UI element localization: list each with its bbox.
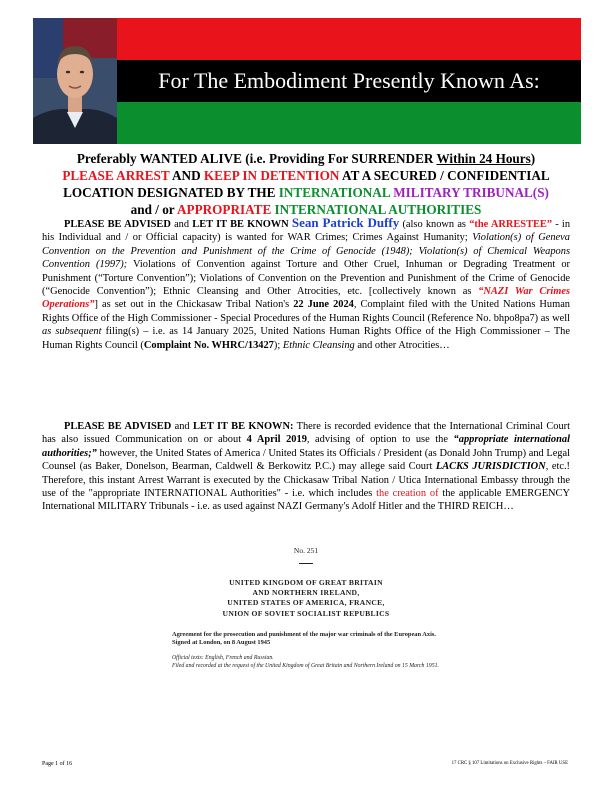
keep-in-detention: KEEP IN DETENTION bbox=[203, 168, 340, 183]
text: - in his Individual and / or Official capacity) is wanted for WAR Crimes; Crimes Against Humanity; bbox=[42, 219, 571, 244]
wanted-statement bbox=[40, 150, 572, 218]
text: however, the United States of America / United States its Officials / President (as Donald John Trump) and Legal Counsel (as Baker, Donelson, Bearman, Caldwell & Berkowitz P.C.) may allege said Court bbox=[42, 447, 570, 473]
icc-date: 4 April 2019 bbox=[246, 434, 307, 446]
appropriate-authorities: “appropriate international authorities;” bbox=[42, 434, 570, 459]
let-it-be-known: LET IT BE KNOWN bbox=[192, 219, 289, 230]
let-it-be-known: LET IT BE KNOWN: bbox=[193, 421, 294, 432]
text: There is recorded evidence that the International Criminal Court has also issued Communication on or about bbox=[42, 421, 570, 446]
text: and other Atrocities… bbox=[354, 339, 450, 351]
appropriate-text: APPROPRIATE bbox=[176, 202, 272, 217]
wanted-line-3 bbox=[40, 184, 572, 201]
designated-text: LOCATION DESIGNATED BY THE bbox=[63, 185, 279, 200]
surrender-deadline: Within 24 Hours bbox=[436, 151, 531, 166]
treaty-party-3: UNITED STATES OF AMERICA, FRANCE, bbox=[227, 598, 385, 608]
subject-name: SEAN PATRICK DUFFY bbox=[212, 108, 486, 137]
filed-note: Filed and recorded at the request of the United Kingdom of Great Britain and Northern Ireland on 15 March 1951. bbox=[172, 662, 439, 669]
warrant-subtitle: For The Embodiment Presently Known As: bbox=[158, 68, 540, 93]
divider bbox=[299, 563, 313, 564]
wanted-line-2 bbox=[40, 167, 572, 184]
wanted-line-1 bbox=[40, 150, 572, 167]
text: and bbox=[170, 219, 193, 230]
footer-citation: 17 CRC § 107 Limitations on Exclusive Rights – FAIR USE bbox=[451, 761, 568, 766]
text: ); bbox=[273, 339, 283, 351]
page-number: Page 1 of 16 bbox=[42, 761, 73, 767]
military-tribunals: MILITARY TRIBUNAL(S) bbox=[393, 185, 549, 200]
and-text: AND bbox=[169, 168, 204, 183]
text: and bbox=[171, 421, 193, 432]
ethnic-cleansing: Ethnic Cleansing bbox=[282, 339, 355, 351]
text: (also known as bbox=[399, 219, 470, 230]
international-text: INTERNATIONAL bbox=[278, 185, 390, 200]
text: , Complaint filed with the United Nations Human Rights Office of the High Commissioner - Special Procedures of the Human Rights Council (Reference No. bhpo8pa7) as well bbox=[42, 299, 570, 324]
paragraph-icc bbox=[42, 420, 570, 514]
text: , etc.! Therefore, this instant Arrest Warrant is executed by the Chickasaw Tribal Nation / Utica International Embassy through the use of the "appropriate INTERNATIONAL Authorities" - i.e. which includes bbox=[42, 461, 571, 500]
name-band bbox=[117, 102, 581, 144]
as-subsequent: as subsequent bbox=[42, 326, 102, 338]
text: , advising of option to use the bbox=[306, 434, 454, 446]
complaint-date: 22 June 2024 bbox=[293, 299, 354, 311]
wanted-text: Preferably WANTED ALIVE (i.e. Providing For SURRENDER bbox=[76, 151, 437, 166]
subtitle-band bbox=[117, 60, 581, 102]
please-arrest: PLEASE ARREST bbox=[62, 168, 170, 183]
nazi-war-crimes: “NAZI War Crimes Operations” bbox=[42, 286, 570, 311]
complaint-number: Complaint No. WHRC/13427 bbox=[143, 339, 274, 351]
agreement-title: Agreement for the prosecution and punishment of the major war criminals of the European Axis. Signed at London, on 8 August 1945 bbox=[172, 630, 436, 647]
text: Violations of Convention against Torture and Other Cruel, Inhuman or Degrading Treatment or Punishment (“Torture Convention”); Violations of Convention on the Prevention and Punishment of the Crime of Genocide (“Genocide Convention”); Ethnic Cleansing and Other Atrocities, etc. [collectively known as bbox=[42, 259, 570, 298]
treaty-excerpt bbox=[172, 546, 440, 670]
text: the applicable EMERGENCY International MILITARY Tribunals - i.e. as used against NAZI Germany's Adolf Hitler and the THIRD REICH… bbox=[42, 488, 570, 513]
treaty-party-4: UNION OF SOVIET SOCIALIST REPUBLICS bbox=[222, 608, 390, 618]
text: ] as set out in the Chickasaw Tribal Nation's bbox=[94, 299, 294, 311]
location-text: AT A SECURED / CONFIDENTIAL bbox=[339, 168, 550, 183]
treaty-number: No. 251 bbox=[293, 546, 319, 555]
lacks-jurisdiction: LACKS JURISDICTION bbox=[435, 461, 546, 473]
title-band bbox=[117, 18, 581, 60]
the-creation-of: the creation of bbox=[376, 488, 439, 500]
wanted-text-end: ) bbox=[530, 151, 536, 166]
subject-name-inline: Sean Patrick Duffy bbox=[291, 215, 400, 230]
warrant-title: ARREST WARRANT bbox=[210, 22, 488, 55]
treaty-party-1: UNITED KINGDOM OF GREAT BRITAIN bbox=[229, 578, 383, 587]
geneva-violations: Violation(s) of Geneva Convention on the Prevention and Punishment of the Crime of Genocide (1948); Violation(s) of Chemical Weapons Convention (1997); bbox=[42, 232, 570, 271]
text: filing(s) – i.e. as 14 January 2025, United Nations Human Rights Office of the High Commissioner – The Human Rights Council ( bbox=[42, 326, 570, 351]
the-arrestee: “the ARRESTEE” bbox=[469, 219, 553, 230]
please-be-advised: PLEASE BE ADVISED bbox=[64, 421, 172, 432]
treaty-party-2: AND NORTHERN IRELAND, bbox=[252, 588, 360, 598]
and-or-text: and / or bbox=[130, 202, 177, 217]
international-authorities: INTERNATIONAL AUTHORITIES bbox=[274, 202, 482, 217]
please-be-advised: PLEASE BE ADVISED bbox=[64, 219, 171, 230]
portrait-photo bbox=[33, 18, 117, 144]
paragraph-charges bbox=[42, 216, 570, 352]
official-texts: Official texts: English, French and Russian. bbox=[172, 655, 274, 662]
warrant-header bbox=[33, 18, 581, 144]
